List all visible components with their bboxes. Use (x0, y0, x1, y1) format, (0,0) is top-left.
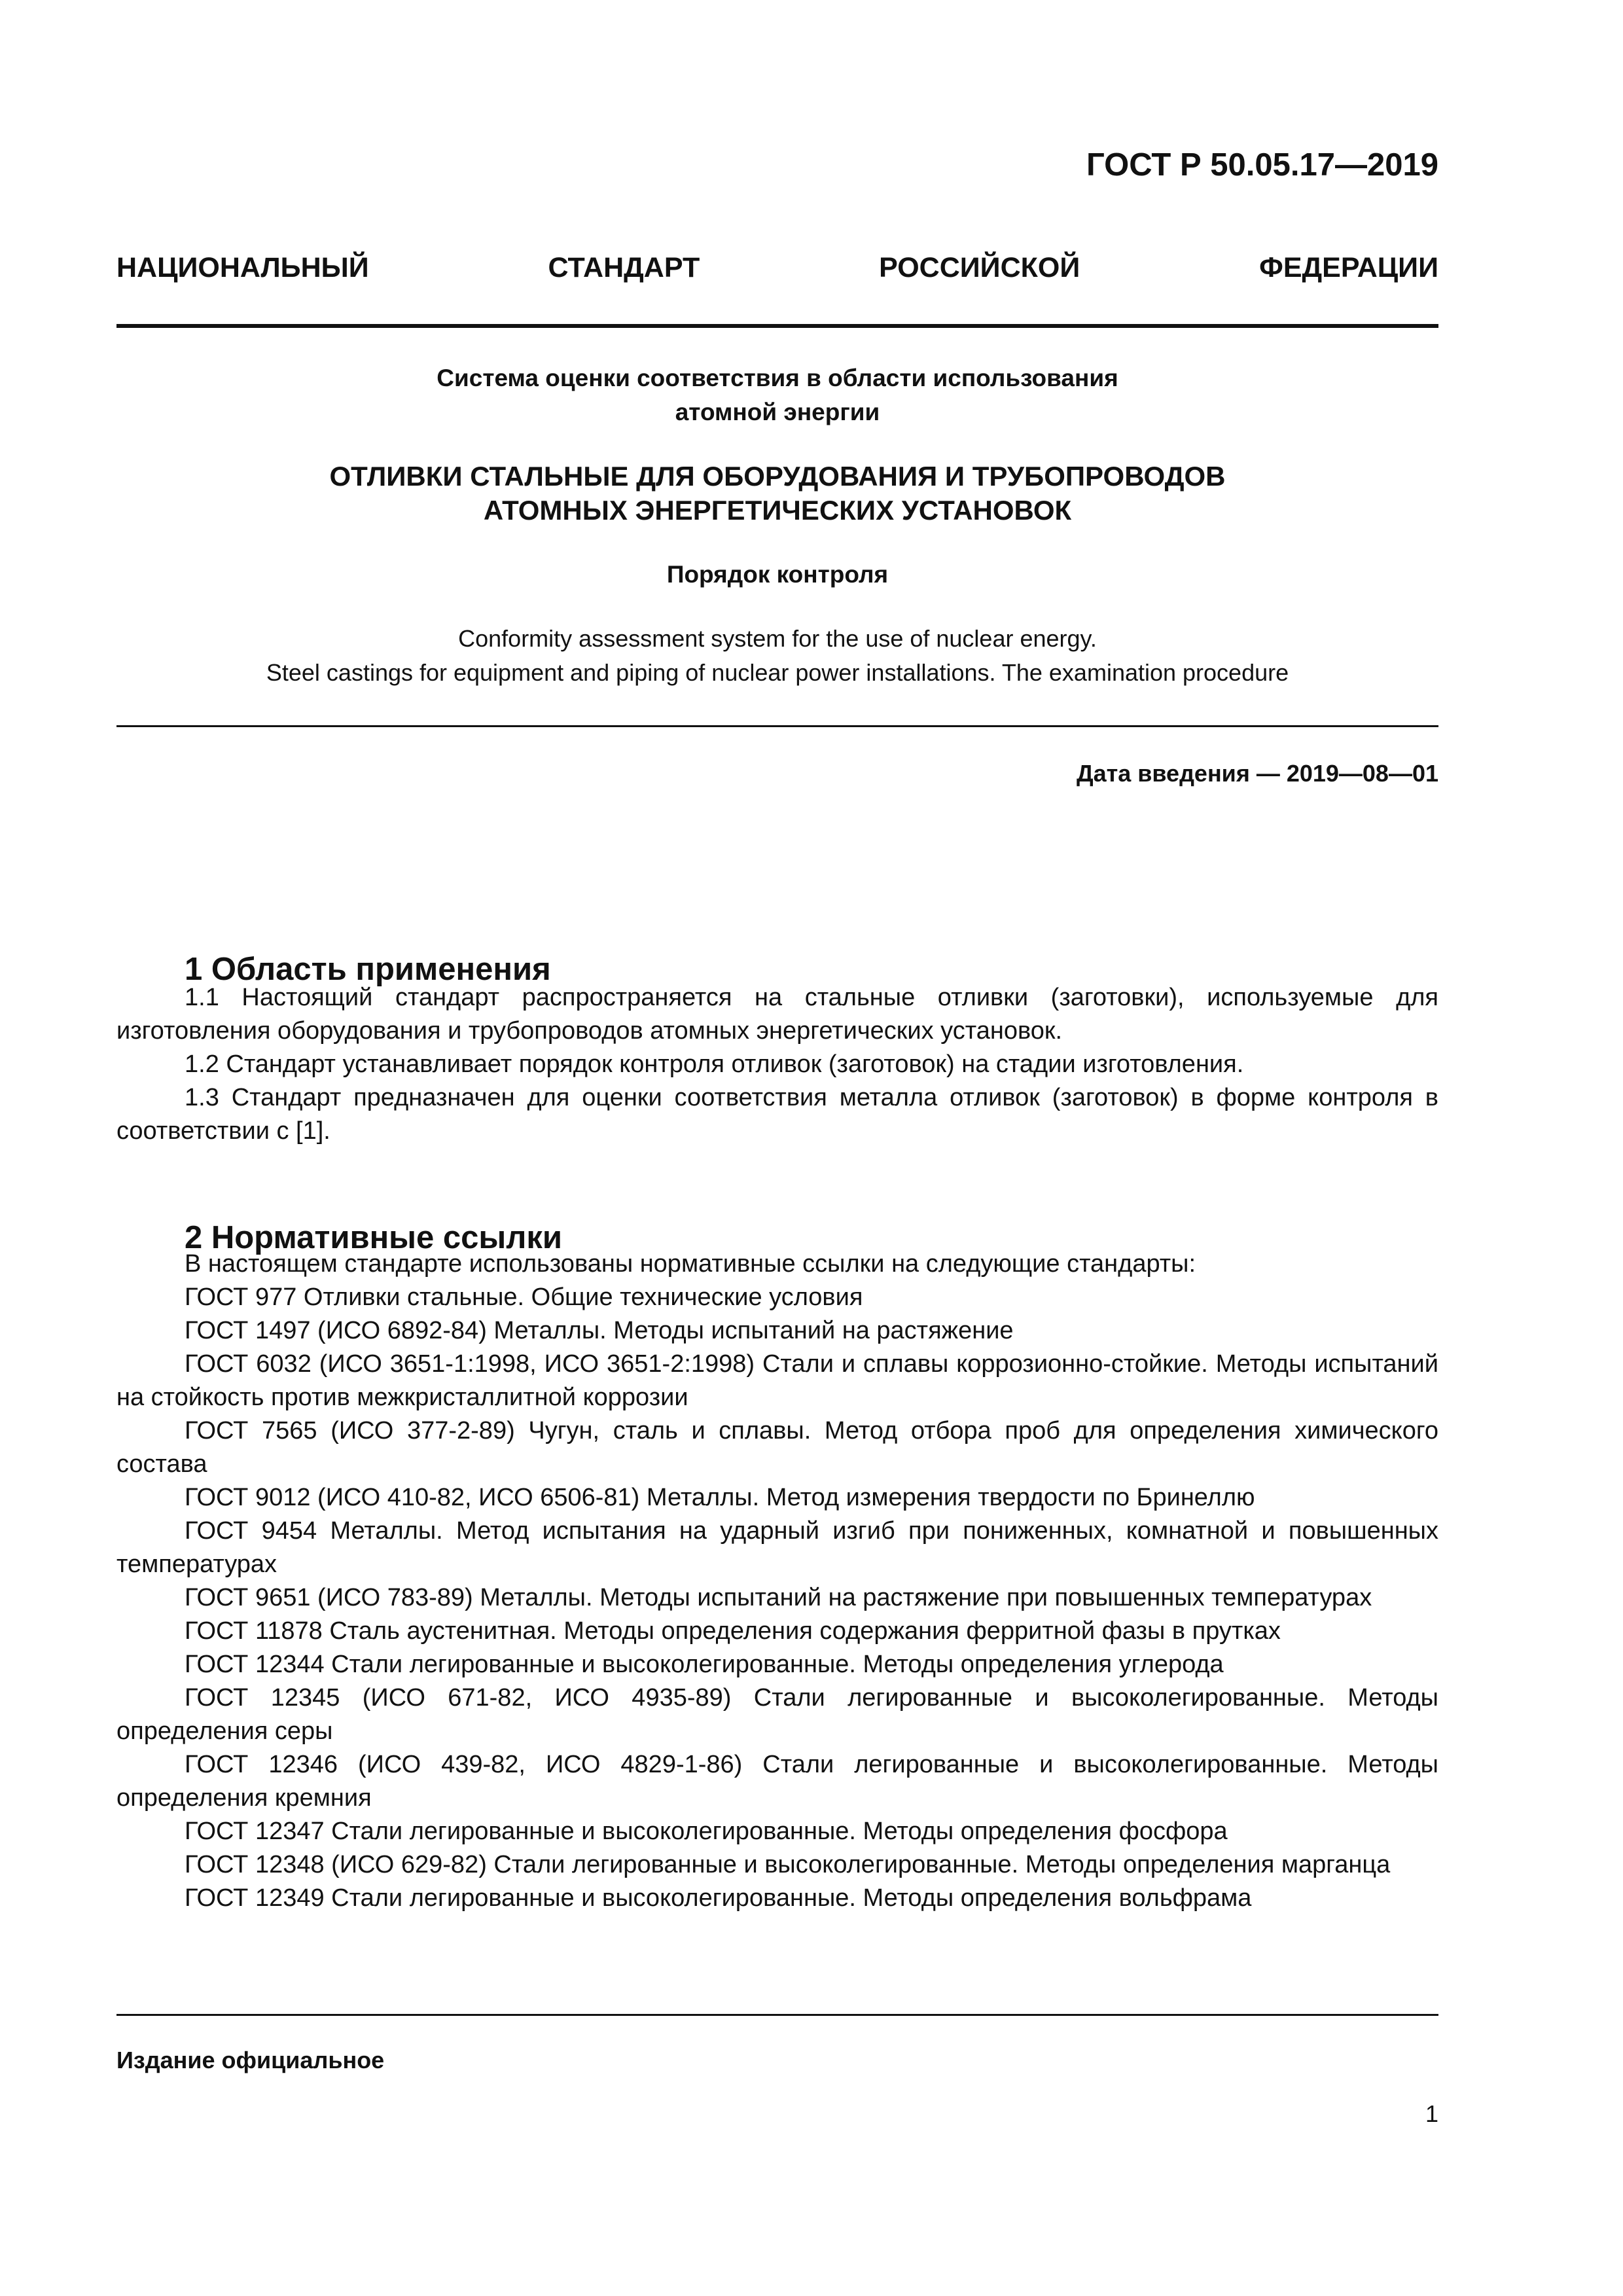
section-2-heading: 2 Нормативные ссылки (185, 1219, 562, 1255)
normative-reference-item: ГОСТ 12346 (ИСО 439-82, ИСО 4829-1-86) Стали легированные и высоколегированные. Методы определения кремния (116, 1751, 1438, 1812)
normative-reference-item: ГОСТ 7565 (ИСО 377-2-89) Чугун, сталь и сплавы. Метод отбора проб для определения химического состава (116, 1417, 1438, 1478)
national-title-word: РОССИЙСКОЙ (879, 252, 1080, 283)
normative-reference-item: ГОСТ 9454 Металлы. Метод испытания на ударный изгиб при пониженных, комнатной и повышенных температурах (116, 1517, 1438, 1578)
footer-divider (116, 2014, 1438, 2016)
system-title (116, 361, 1438, 429)
normative-reference-item: ГОСТ 977 Отливки стальные. Общие технические условия (185, 1283, 863, 1311)
document-subtitle: Порядок контроля (666, 561, 889, 588)
section-2-body (116, 1247, 1438, 1915)
title-divider (116, 725, 1438, 727)
document-number: ГОСТ Р 50.05.17—2019 (1086, 147, 1438, 183)
national-title-word: НАЦИОНАЛЬНЫЙ (116, 252, 369, 283)
english-title-line: Conformity assessment system for the use of nuclear energy. (458, 625, 1097, 652)
english-title (116, 622, 1438, 690)
normative-reference-item: ГОСТ 1497 (ИСО 6892-84) Металлы. Методы испытаний на растяжение (185, 1317, 1014, 1344)
normative-references-intro: В настоящем стандарте использованы нормативные ссылки на следующие стандарты: (185, 1250, 1196, 1278)
introduction-date: Дата введения — 2019—08—01 (1076, 760, 1438, 787)
official-edition-label: Издание официальное (116, 2047, 385, 2073)
normative-reference-item: ГОСТ 9012 (ИСО 410-82, ИСО 6506-81) Металлы. Метод измерения твердости по Бринеллю (185, 1484, 1255, 1511)
national-title-word: ФЕДЕРАЦИИ (1259, 252, 1438, 283)
scope-paragraph: 1.3 Стандарт предназначен для оценки соответствия металла отливок (заготовок) в форме контроля в соответствии с [1]. (116, 1084, 1438, 1145)
top-divider (116, 324, 1438, 328)
system-title-line: Система оценки соответствия в области использования (437, 365, 1118, 391)
system-title-line: атомной энергии (675, 399, 880, 425)
page-number: 1 (1425, 2100, 1438, 2127)
normative-reference-item: ГОСТ 12349 Стали легированные и высоколегированные. Методы определения вольфрама (185, 1884, 1252, 1912)
normative-reference-item: ГОСТ 12348 (ИСО 629-82) Стали легированные и высоколегированные. Методы определения марганца (185, 1851, 1391, 1878)
normative-reference-item: ГОСТ 11878 Сталь аустенитная. Методы определения содержания ферритной фазы в прутках (185, 1617, 1281, 1645)
main-title-line: ОТЛИВКИ СТАЛЬНЫЕ ДЛЯ ОБОРУДОВАНИЯ И ТРУБОПРОВОДОВ (329, 461, 1226, 492)
english-title-line: Steel castings for equipment and piping of nuclear power installations. The examination procedure (266, 659, 1289, 686)
normative-reference-item: ГОСТ 12344 Стали легированные и высоколегированные. Методы определения углерода (185, 1651, 1224, 1678)
normative-reference-item: ГОСТ 9651 (ИСО 783-89) Металлы. Методы испытаний на растяжение при повышенных температурах (185, 1584, 1372, 1611)
national-standard-title (116, 254, 1438, 282)
national-title-word: СТАНДАРТ (548, 252, 700, 283)
section-1-heading: 1 Область применения (185, 951, 551, 987)
normative-reference-item: ГОСТ 12347 Стали легированные и высоколегированные. Методы определения фосфора (185, 1818, 1228, 1845)
section-1-body (116, 981, 1438, 1148)
document-main-title (116, 459, 1438, 528)
normative-reference-item: ГОСТ 12345 (ИСО 671-82, ИСО 4935-89) Стали легированные и высоколегированные. Методы определения серы (116, 1684, 1438, 1745)
scope-paragraph: 1.1 Настоящий стандарт распространяется на стальные отливки (заготовки), используемые для изготовления оборудования и трубопроводов атомных энергетических установок. (116, 984, 1438, 1045)
main-title-line: АТОМНЫХ ЭНЕРГЕТИЧЕСКИХ УСТАНОВОК (483, 495, 1072, 526)
scope-paragraph: 1.2 Стандарт устанавливает порядок контроля отливок (заготовок) на стадии изготовления. (185, 1050, 1244, 1078)
normative-reference-item: ГОСТ 6032 (ИСО 3651-1:1998, ИСО 3651-2:1998) Стали и сплавы коррозионно-стойкие. Методы испытаний на стойкость против межкристаллитной коррозии (116, 1350, 1438, 1411)
